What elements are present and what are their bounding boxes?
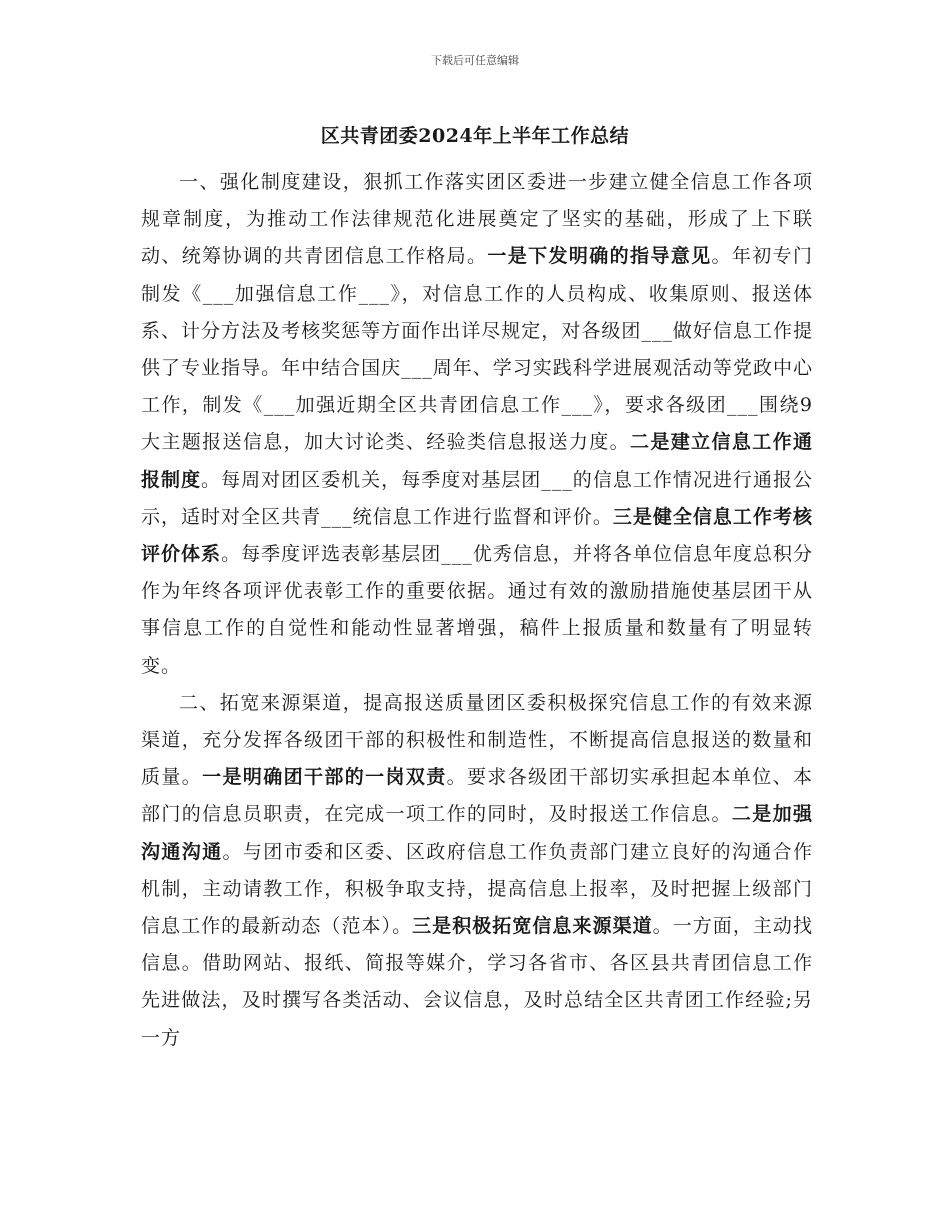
- paragraph-2-highlight-1: 一是明确团干部的一岗双责: [202, 766, 447, 789]
- paragraph-1-text: 。每季度评选表彰基层团___优秀信息，并将各单位信息年度总积分作为年终各项评优表彰工作的重要依据。通过有效的激励措施使基层团干从事信息工作的自觉性和能动性显著增强，稿件上报质量和数量有了明显转变。: [141, 543, 813, 677]
- paragraph-1-text: 一、强化制度建设，狠抓工作落实团区委进一步建立健全信息工作各项规章制度，为推动工作法律规范化进展奠定了坚实的基础，形成了上下联动、统筹协调的共青团信息工作格局。: [141, 171, 813, 268]
- paragraph-2-text: 二、拓宽来源渠道，提高报送质量团区委积极探究信息工作的有效来源渠道，充分发挥各级团干部的积极性和制造性，不断提高信息报送的数量和质量。: [141, 691, 813, 789]
- paragraph-1-text: 。年初专门制发《___加强信息工作___》，对信息工作的人员构成、收集原则、报送体系、计分方法及考核奖惩等方面作出详尽规定，对各级团___做好信息工作提供了专业指导。年中结合国庆___周年、学习实践科学进展观活动等党政中心工作，制发《___加强近期全区共青团信息工作___》，要求各级团___围绕9大主题报送信息，加大讨论类、经验类信息报送力度。: [141, 245, 813, 454]
- paragraph-2-highlight-3: 三是积极拓宽信息来源渠道: [412, 915, 653, 938]
- paragraph-2-text: 。与团市委和区委、区政府信息工作负责部门建立良好的沟通合作机制，主动请教工作，积极争取支持，提高信息上报率，及时把握上级部门信息工作的最新动态（范本）。: [141, 840, 813, 938]
- paragraph-2-highlight-2: 二是加强沟通沟通: [141, 803, 813, 863]
- paragraph-1-highlight-2: 二是建立信息工作通报制度: [141, 431, 813, 491]
- paragraph-2-text: 。要求各级团干部切实承担起本单位、本部门的信息员职责，在完成一项工作的同时，及时报送工作信息。: [141, 766, 813, 826]
- paragraph-1: [141, 164, 813, 685]
- page-header-note: 下载后可任意编辑: [431, 54, 519, 67]
- paragraph-1-highlight-3: 三是健全信息工作考核评价体系: [141, 505, 813, 566]
- paragraph-2-text: 。一方面，主动找信息。借助网站、报纸、简报等媒介，学习各省市、各区县共青团信息工作先进做法，及时撰写各类活动、会议信息，及时总结全区共青团工作经验;另一方: [141, 915, 813, 1049]
- document-title: 区共青团委2024年上半年工作总结: [320, 125, 630, 147]
- paragraph-2: [141, 685, 813, 1057]
- document-body: [141, 164, 813, 1057]
- paragraph-1-highlight-1: 一是下发明确的指导意见: [487, 245, 712, 268]
- paragraph-1-text: 。每周对团区委机关，每季度对基层团___的信息工作情况进行通报公示，适时对全区共青___统信息工作进行监督和评价。: [141, 468, 813, 528]
